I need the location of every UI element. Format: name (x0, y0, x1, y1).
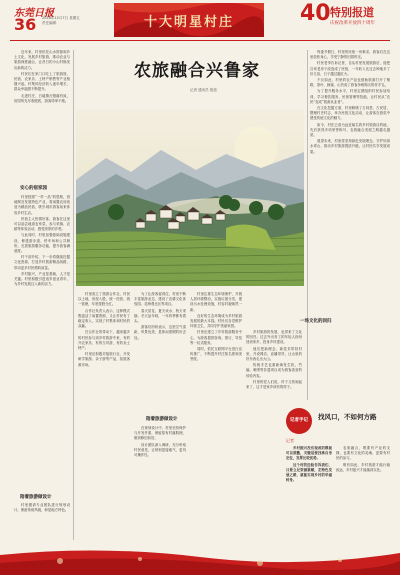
dateline (42, 16, 122, 26)
section-subhead: 安心的宿家园 (20, 186, 47, 191)
article-body-left-2: 村里按照“一村一品”的思路，因地制宜发展特色产业，将闲置农房改造为精品民宿，吸引城市游客前来体验乡村生活。 民宿主人热情好客，游客在这里可以品尝地道农家菜，参与采摘、农耕等体验活动，感受浓浓的乡愁。 与此同时，村里加强基础设施建设，修建游步道、停车场和公共厕所，完善旅游服务功能，提升游客满意度。 村干部介绍，下一步将继续挖掘文化资源，打造乡村旅游精品线路，带动更多村民增收致富。 乡村振兴，产业是基础，人才是关键。村里积极引进返乡创业青年，为乡村发展注入新的活力。 (14, 195, 70, 287)
column-divider (73, 50, 74, 540)
article-body-right: 每逢节假日，村里的民宿一房难求，游客们在这里放松身心，享受宁静的田园时光。 村民老李告诉记者，自从村里发展旅游后，他把自家老房子改造成了民宿，一年收入比过去种地多了好几倍，日子越过越红火。 不仅如此，村里的农产品也借助旅游打开了销路，茶叶、蜂蜜、山货成了游客争相购买的伴手礼。 为了提升服务水平，村里定期组织村民参加培训，学习餐饮服务、民宿管理等技能，让村民从“农民”变成“旅游从业者”。 在文化挖掘方面，村里修缮了古祠堂、古民居，整理村史村志，举办民俗文化活动，让游客在游览中感受传统文化的魅力。 如今，村庄已成为远近闻名的乡村旅游目的地，先后获得多项荣誉称号，农旅融合发展之路越走越宽。 展望未来，村里将坚持绿色发展理念，守护好绿水青山，推动乡村旅游提质升级，让村民共享发展成果。 (310, 50, 390, 154)
special-report-title: 特别报道 (330, 6, 374, 19)
page-header (0, 0, 400, 40)
article-byline: 记者 通讯员 报道 (190, 88, 217, 92)
header-rule (10, 40, 390, 41)
article-body-mid-1: 村里成立了旅游合作社，村民以土地、房屋入股，统一经营、统一管理，年底按股分红。 合作社负责人表示，这种模式既盘活了闲置资源，又让村民有了稳定收入，实现了村集体和村民的双赢。 在合作社的带动下，越来越多的村民参与到乡村旅游中来，有的开农家乐，有的当导游，有的卖土特产。 村里还积极对接旅行社，开发研学旅游、亲子游等产品，拓展客源市场。 (78, 292, 130, 367)
article-body-mid-2: 为了让游客留得住，村里不断丰富旅游业态，建设了农耕文化体验园、花海观光区等项目。 春天赏花、夏天戏水、秋天采摘、冬天品年味，一年四季都有看头。 游客们纷纷表示，这里空气清新，风景优美，是休闲度假的好去处。 (134, 292, 186, 340)
section-subhead: 一场文化的回归 (300, 319, 332, 324)
footer-decoration (0, 545, 400, 575)
page-number: 36 (14, 15, 37, 34)
special-report-subtitle: 庆祝改革开放四十周年 (330, 21, 375, 26)
anniversary-number: 40 (300, 1, 331, 26)
column-divider (307, 50, 308, 400)
section-banner (114, 3, 264, 37)
article-body-left: 近年来，村里依托山水资源和乡土文化，发展乡村旅游，推动农业与旅游深度融合，让昔日的小山村焕发出新的活力。 村民们在家门口吃上了旅游饭，民宿、农家乐、土特产销售等产业相继兴起，村集体经济收入逐年增长，群众幸福感不断提升。 走进村庄，白墙黛瓦错落有致，田园风光尽收眼底，游客络绎不绝。 (14, 50, 70, 103)
dateline-editor: 责任编辑： (42, 21, 60, 25)
article-body-mid-5: 乡村旅游的发展，也带来了文化的回归。过去外出务工的年轻人纷纷回到家乡，投身乡村建设。 他们把新理念、新技术带回村里，开设网店、直播带货，让山里的好东西走出大山。 传统手艺也重新焕发生机，竹编、刺绣等非遗项目成为游客喜爱的体验内容。 村里的老人们说，村子又热闹起来了，这才是家乡该有的样子。 (246, 330, 302, 390)
commentary-label: 记者手记 (286, 408, 312, 434)
section-subhead: 陪着旅游做设计 (20, 495, 52, 500)
commentary-body-2: 农旅融合，既要有产业的支撑，也要有文化的灵魂，更要有村民的参与。 唯有如此，乡村旅游才能行稳致远，乡村振兴才能落到实处。 (336, 446, 390, 472)
banner-title: 十大明星村庄 (143, 15, 234, 30)
article-title: 农旅融合兴鲁家 (134, 61, 260, 81)
article-body-mid-3: 在规划设计中，村里坚持保护与开发并重，保留原有村落肌理，做到修旧如旧。 设计团队深入调研，充分听取村民意见，让规划更接地气、更具可操作性。 (134, 426, 186, 458)
article-body-mid-4: 村里注重生态环境保护，开展人居环境整治，实施垃圾分类，建设污水处理设施，村容村貌焕然一新。 良好的生态环境成为乡村旅游发展的最大本钱。村民们自觉维护环境卫生，共同守护美丽家园。 村里还建立了乡村旅游服务中心，为游客提供咨询、预订、导览等一站式服务。 同时，依托互联网平台进行宣传推广，不断提升村庄知名度和美誉度。 (190, 292, 242, 362)
dateline-date: 2018年12月7日 星期五 (42, 16, 80, 20)
village-landscape-photo (76, 110, 304, 286)
masthead: 东莞日报 (14, 8, 54, 19)
commentary-author: 记者 (286, 438, 294, 443)
article-body-left-3: 村里邀请专业团队进行规划设计，保留传统风貌，彰显地方特色。 (14, 503, 70, 513)
commentary-body: 乡村振兴没有现成的模板可以照搬，关键是要找准自身定位，发挥比较优势。 这个村的经验告诉我们，只要立足资源禀赋，走特色发展之路，就能实现乡村的华丽转身。 (286, 446, 332, 483)
commentary-title: 找风口，不如何方路 (318, 413, 377, 421)
section-subhead: 陪着旅游做设计 (146, 417, 178, 422)
